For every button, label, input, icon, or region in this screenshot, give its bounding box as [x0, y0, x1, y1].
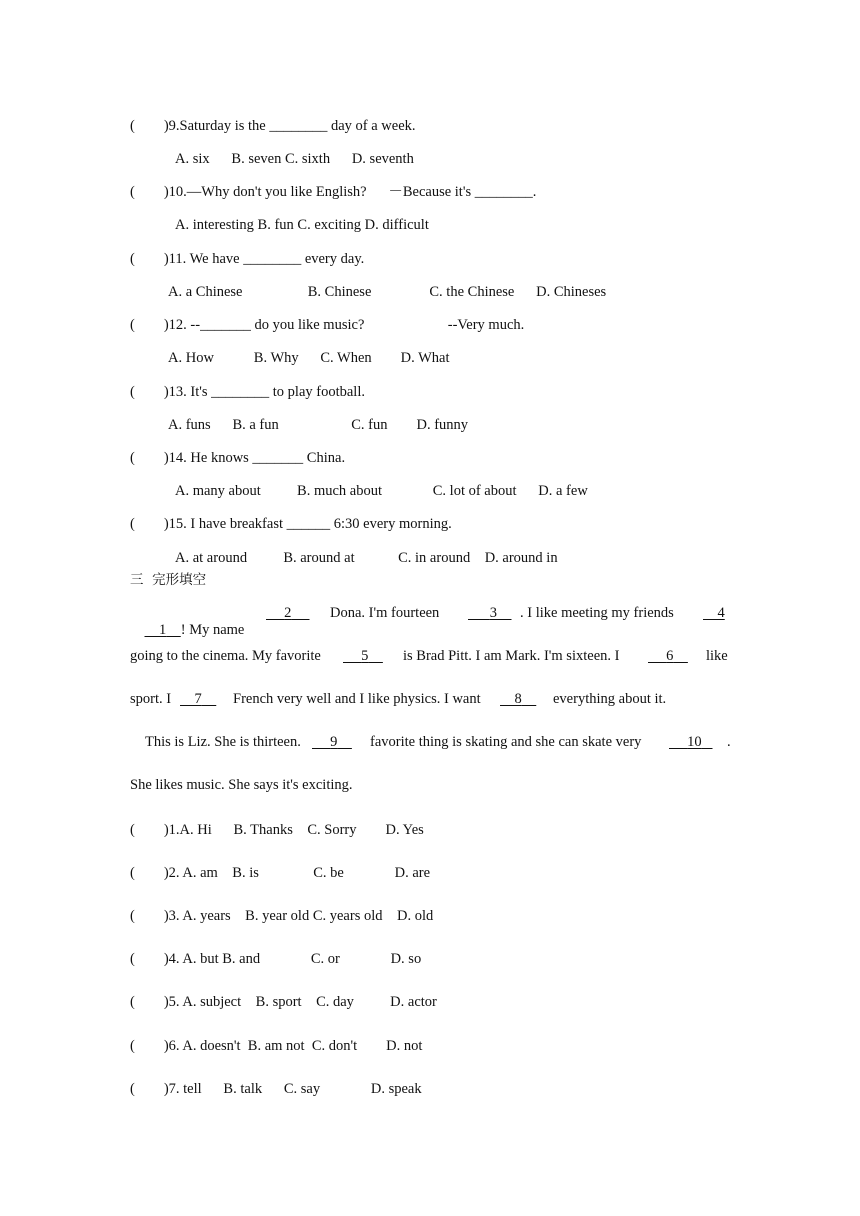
blank-6: 6 — [666, 648, 674, 664]
blank-2: 2 — [284, 605, 292, 621]
cloze-option-2: ( )2. A. am B. is C. be D. are — [130, 865, 431, 881]
options-9: A. six B. seven C. sixth D. seventh — [175, 151, 414, 167]
passage-text: is Brad Pitt. I am Mark. I'm sixteen. I — [403, 648, 620, 664]
question-14: ( )14. He knows _______ China. — [130, 450, 346, 466]
blank-1: 1 — [159, 622, 167, 638]
question-15: ( )15. I have breakfast ______ 6:30 every morning. — [130, 516, 452, 532]
blank-3: 3 — [489, 605, 497, 621]
options-13: A. funs B. a fun C. fun D. funny — [168, 417, 469, 433]
question-11: ( )11. We have ________ every day. — [130, 251, 365, 267]
blank-5: 5 — [361, 648, 369, 664]
blank-10: 10 — [687, 734, 702, 750]
passage-text: Dona. I'm fourteen — [330, 605, 440, 621]
cloze-option-5: ( )5. A. subject B. sport C. day D. actor — [130, 994, 437, 1010]
passage-text: . I like meeting my friends — [520, 605, 674, 621]
blank-8: 8 — [514, 691, 522, 707]
passage-text: . — [727, 734, 731, 750]
passage-text: This is Liz. She is thirteen. — [145, 734, 301, 750]
section-title: 三 完形填空 — [130, 572, 207, 588]
question-9: ( )9.Saturday is the ________ day of a week. — [130, 118, 416, 134]
options-15: A. at around B. around at C. in around D. around in — [175, 550, 558, 566]
question-12: ( )12. --_______ do you like music? --Very much. — [130, 317, 525, 333]
cloze-option-6: ( )6. A. doesn't B. am not C. don't D. not — [130, 1038, 423, 1054]
blank-7: 7 — [194, 691, 202, 707]
blank-9: 9 — [330, 734, 338, 750]
passage-text: going to the cinema. My favorite — [130, 648, 321, 664]
options-10: A. interesting B. fun C. exciting D. difficult — [175, 217, 429, 233]
cloze-option-4: ( )4. A. but B. and C. or D. so — [130, 951, 422, 967]
passage-text: like — [706, 648, 728, 664]
question-10: ( )10.—Why don't you like English? －Because it's ________. — [130, 184, 537, 200]
passage-line-1: 1 ! My name — [130, 605, 244, 656]
passage-text: She likes music. She says it's exciting. — [130, 777, 353, 793]
options-11: A. a Chinese B. Chinese C. the Chinese D. Chineses — [168, 284, 607, 300]
cloze-option-1: ( )1.A. Hi B. Thanks C. Sorry D. Yes — [130, 822, 424, 838]
options-12: A. How B. Why C. When D. What — [168, 350, 450, 366]
passage-text: sport. I — [130, 691, 172, 707]
question-13: ( )13. It's ________ to play football. — [130, 384, 365, 400]
passage-text: favorite thing is skating and she can skate very — [370, 734, 642, 750]
passage-text: everything about it. — [553, 691, 667, 707]
cloze-option-7: ( )7. tell B. talk C. say D. speak — [130, 1081, 422, 1097]
blank-4: 4 — [717, 605, 725, 621]
cloze-option-3: ( )3. A. years B. year old C. years old D. old — [130, 908, 434, 924]
passage-text: French very well and I like physics. I want — [233, 691, 481, 707]
options-14: A. many about B. much about C. lot of about D. a few — [175, 483, 588, 499]
